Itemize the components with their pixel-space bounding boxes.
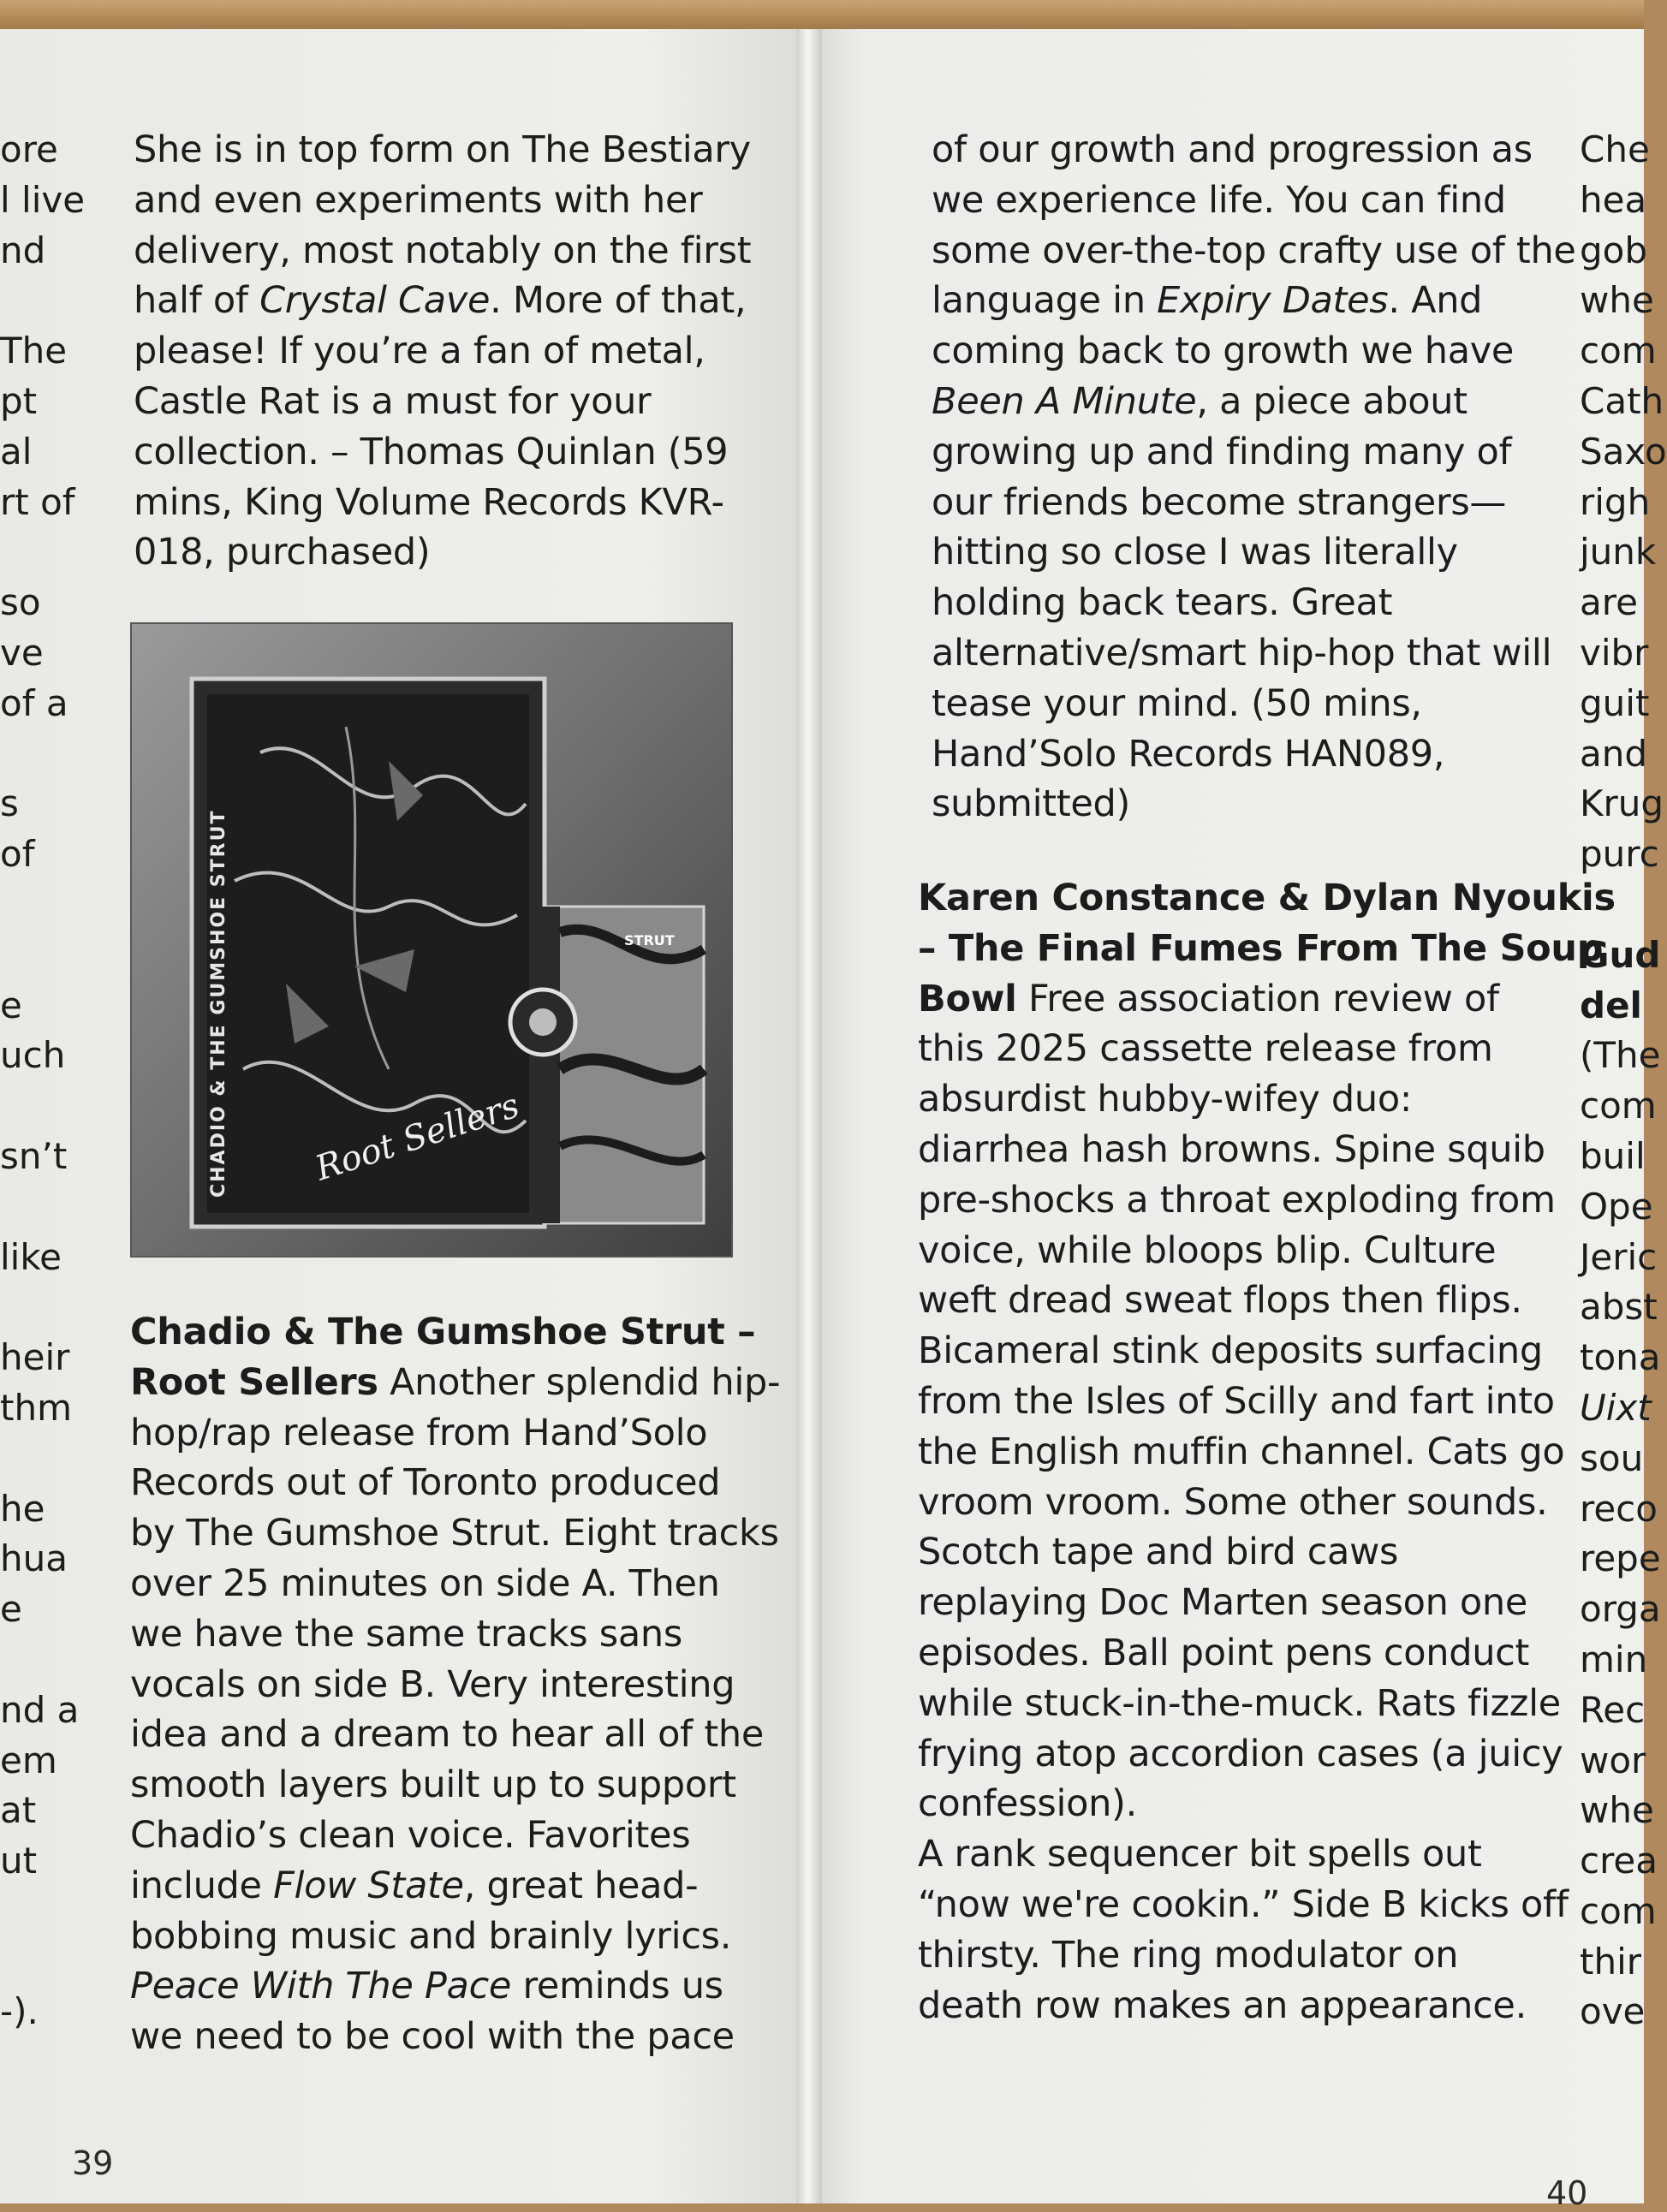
cut-off-text [0,880,86,931]
text-line: some over-the-top crafty use of the [932,229,1576,272]
cut-off-text: of [0,833,35,876]
cut-off-text: Krug [1580,782,1664,825]
cut-off-text [0,276,86,326]
cut-off-text: nd [0,229,46,271]
text-line: growing up and finding many of [932,430,1512,473]
text-line: death row makes an appearance. [918,1983,1527,2027]
cut-off-text: del [1580,984,1642,1026]
cut-off-text: reco [1580,1487,1658,1530]
left-edge-column [0,125,86,2037]
cut-off-text: uch [0,1034,66,1077]
book-gutter [796,29,822,2203]
cut-off-text [0,1282,86,1333]
italic-title: Been A Minute [932,379,1197,423]
cut-off-text [0,1081,86,1132]
cut-off-text: tona [1580,1336,1661,1379]
cut-off-text: nd a [0,1688,80,1731]
review-title-line: Root Sellers Another splendid hip- [130,1360,781,1404]
cut-off-text: ove [1580,1990,1646,2033]
text-line: submitted) [932,782,1131,826]
text-line: hop/rap release from Hand’Solo [130,1411,708,1454]
text-line: A rank sequencer bit spells out [918,1833,1482,1876]
cut-off-text [0,729,86,780]
text-line: over 25 minutes on side A. Then [130,1561,720,1605]
text-line: collection. – Thomas Quinlan (59 [134,430,729,473]
cut-off-text: com [1580,330,1657,372]
cassette-photo [130,622,733,1258]
cut-off-text: crea [1580,1840,1658,1882]
cut-off-text: orga [1580,1588,1661,1631]
cassette-signature: Root Sellers [310,1085,525,1189]
text-line: Records out of Toronto produced [130,1461,721,1505]
cut-off-text: e [0,1588,22,1631]
cut-off-text: wor [1580,1739,1646,1781]
text-line: half of Crystal Cave. More of that, [134,279,747,323]
text-line: pre-shocks a throat exploding from [918,1178,1556,1222]
cut-off-text: Cath [1580,379,1664,422]
review-album-title: Bowl [918,977,1017,1020]
text-line: Castle Rat is a must for your [134,379,652,423]
cassette-illustration [132,624,731,1256]
cut-off-text: s [0,782,19,825]
text-line: She is in top form on The Bestiary [134,128,751,171]
cut-off-text: Gud [1580,933,1661,976]
text-line: frying atop accordion cases (a juicy [918,1732,1563,1775]
cut-off-text: Che [1580,128,1650,170]
text-line: Been A Minute, a piece about [932,379,1468,423]
review-album-title: Root Sellers [130,1360,378,1404]
cut-off-text [0,1182,86,1233]
text-line: coming back to growth we have [932,330,1515,373]
text-line: replaying Doc Marten season one [918,1581,1528,1625]
text-line: hitting so close I was literally [932,531,1458,574]
text-line: this 2025 cassette release from [918,1027,1493,1071]
text-line: please! If you’re a fan of metal, [134,330,705,373]
text-line: we experience life. You can find [932,178,1506,222]
cut-off-text: he [0,1487,45,1530]
right-review-paragraph [918,873,1616,2031]
cut-off-text: so [0,581,41,624]
cut-off-text [0,1635,86,1686]
text-line: weft dread sweat flops then flips. [918,1279,1522,1323]
page-number-right: 40 [1546,2174,1588,2212]
cut-off-text: rt of [0,480,75,523]
cut-off-text: of a [0,681,68,724]
cut-off-text: righ [1580,480,1651,523]
cut-off-text: repe [1580,1537,1661,1580]
text-line: bobbing music and brainly lyrics. [130,1914,732,1958]
cut-off-text: heir [0,1336,70,1379]
cut-off-text: whe [1580,1789,1654,1832]
text-line: by The Gumshoe Strut. Eight tracks [130,1512,779,1555]
text-line: episodes. Ball point pens conduct [918,1631,1530,1674]
cut-off-text: purc [1580,833,1659,876]
cut-off-text [0,1887,86,1937]
right-top-paragraph [932,125,1576,830]
cut-off-text: com [1580,1889,1657,1932]
cut-off-text: and [1580,732,1648,775]
cut-off-text: al [0,430,33,473]
review-title: Karen Constance & Dylan Nyoukis [918,877,1616,919]
cassette-spine-text: CHADIO & THE GUMSHOE STRUT [208,809,229,1198]
cut-off-text: ve [0,631,44,674]
text-line: mins, King Volume Records KVR- [134,480,724,524]
text-line: Bicameral stink deposits surfacing [918,1329,1543,1373]
text-line: include Flow State, great head- [130,1864,699,1907]
cut-off-text [0,1434,86,1484]
cut-off-text [0,931,86,981]
cut-off-text: Ope [1580,1185,1653,1228]
left-top-paragraph [134,125,751,578]
left-review-paragraph [130,1307,780,2062]
text-line: tease your mind. (50 mins, [932,681,1422,725]
cut-off-text: min [1580,1638,1648,1680]
cut-off-text: The [0,330,68,372]
text-line: diarrhea hash browns. Spine squib [918,1127,1545,1171]
right-edge-column [1580,125,1667,2037]
text-line: vocals on side B. Very interesting [130,1662,735,1706]
italic-title: Flow State [273,1864,464,1907]
text-line: alternative/smart hip-hop that will [932,631,1552,675]
cut-off-text: sou [1580,1436,1644,1479]
cut-off-text: Jeric [1580,1235,1658,1278]
text-line: from the Isles of Scilly and fart into [918,1379,1555,1423]
cut-off-text: l live [0,178,86,221]
cut-off-text: hua [0,1537,68,1580]
cut-off-text: e [0,984,22,1026]
italic-title: Expiry Dates [1157,279,1389,323]
text-line: we have the same tracks sans [130,1612,682,1656]
cut-off-text: pt [0,379,38,422]
cut-off-text: -). [0,1990,39,2033]
cut-off-text: whe [1580,279,1654,322]
cut-off-text: thm [0,1386,72,1429]
text-line: we need to be cool with the pace [130,2015,735,2059]
text-line: “now we're cookin.” Side B kicks off [918,1882,1569,1926]
cut-off-text: com [1580,1085,1657,1127]
cut-off-text: at [0,1789,37,1832]
cut-off-text: ore [0,128,58,170]
text-line: voice, while bloops blip. Culture [918,1228,1497,1272]
text-line: language in Expiry Dates. And [932,279,1483,323]
cut-off-text: Rec [1580,1688,1646,1731]
text-line: delivery, most notably on the first [134,229,752,272]
cut-off-text: guit [1580,681,1650,724]
cut-off-text: like [0,1235,63,1278]
cut-off-text [0,527,86,578]
cassette-small-label: STRUT [624,932,675,948]
page-number-left: 39 [72,2144,114,2182]
cut-off-text: buil [1580,1134,1646,1177]
text-line: vroom vroom. Some other sounds. [918,1480,1548,1524]
text-line: while stuck-in-the-muck. Rats fizzle [918,1681,1561,1725]
cut-off-text: (The [1580,1034,1661,1077]
cut-off-text: are [1580,581,1638,624]
italic-title: Peace With The Pace [130,1965,512,2008]
text-line: Scotch tape and bird caws [918,1531,1399,1574]
cut-off-text: Uixt [1580,1386,1652,1429]
text-line: Hand’Solo Records HAN089, [932,732,1445,776]
text-line: holding back tears. Great [932,581,1393,625]
text-line: smooth layers built up to support [130,1763,736,1807]
cut-off-text: vibr [1580,631,1649,674]
text-line: and even experiments with her [134,178,703,222]
cut-off-text: ut [0,1840,38,1882]
italic-title: Crystal Cave [259,279,491,323]
text-line: of our growth and progression as [932,128,1533,171]
text-line: the English muffin channel. Cats go [918,1430,1565,1473]
text-line: Chadio’s clean voice. Favorites [130,1813,691,1857]
cut-off-text: em [0,1739,57,1781]
review-title: Chadio & The Gumshoe Strut – [130,1311,756,1353]
cut-off-text: hea [1580,178,1647,221]
cut-off-text: sn’t [0,1134,68,1177]
cut-off-text [1580,880,1644,931]
text-line: 018, purchased) [134,531,431,574]
text-line: Peace With The Pace reminds us [130,1965,723,2008]
cut-off-text: Saxo [1580,430,1667,473]
text-line: thirsty. The ring modulator on [918,1933,1459,1977]
cut-off-text: thir [1580,1940,1642,1983]
text-line: absurdist hubby-wifey duo: [918,1078,1413,1121]
text-line: confession). [918,1782,1137,1826]
cut-off-text: gob [1580,229,1648,271]
text-line: our friends become strangers— [932,480,1507,524]
cut-off-text: abst [1580,1286,1658,1329]
review-title-line: Bowl Free association review of [918,977,1499,1020]
text-line: idea and a dream to hear all of the [130,1713,765,1757]
cut-off-text [0,1937,86,1988]
review-title: – The Final Fumes From The Soup [918,926,1604,970]
cut-off-text: junk [1580,531,1657,574]
